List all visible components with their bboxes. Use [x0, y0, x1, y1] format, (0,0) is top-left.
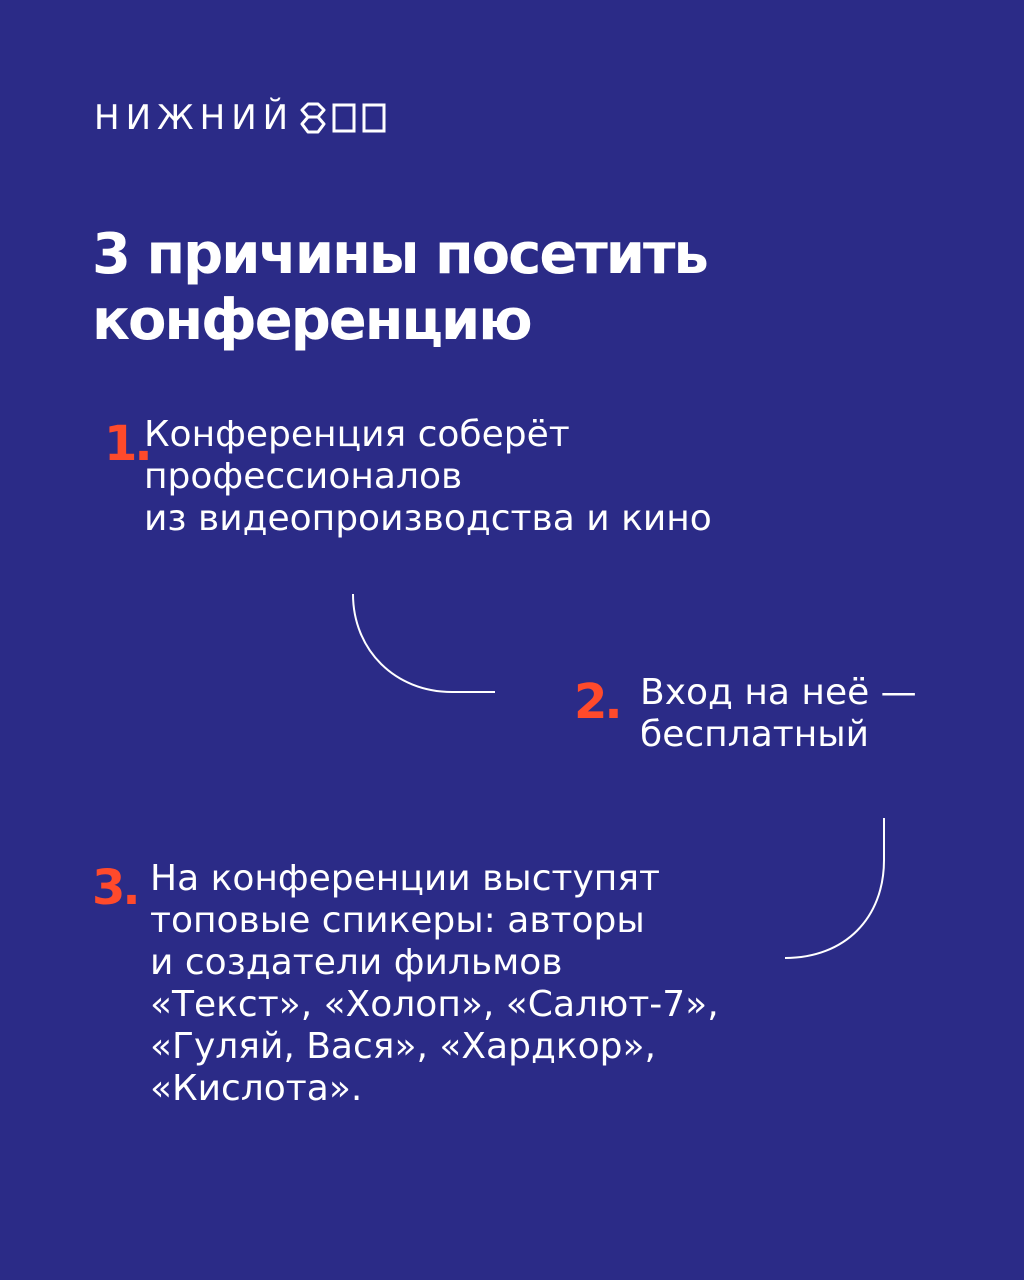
reason-number: 1.	[104, 416, 150, 472]
logo-800-icon	[298, 100, 390, 136]
reason-item-2	[574, 672, 917, 756]
reason-item-3	[92, 858, 719, 1110]
reason-text: Конференция соберёт профессионалов из видеопроизводства и кино	[144, 414, 712, 539]
reason-item-1	[104, 414, 712, 540]
page-title: 3 причины посетить конференцию	[92, 222, 707, 353]
reason-text: Вход на неё — бесплатный	[640, 672, 917, 755]
reason-number: 2.	[574, 674, 620, 730]
brand-logo	[94, 96, 390, 140]
logo-text: НИЖНИЙ	[94, 98, 295, 138]
reason-number: 3.	[92, 860, 138, 916]
reason-text: На конференции выступят топовые спикеры: авторы и создатели фильмов «Текст», «Холоп», «Салют-7», «Гуляй, Вася», «Хардкор», «Кислота».	[150, 858, 719, 1109]
